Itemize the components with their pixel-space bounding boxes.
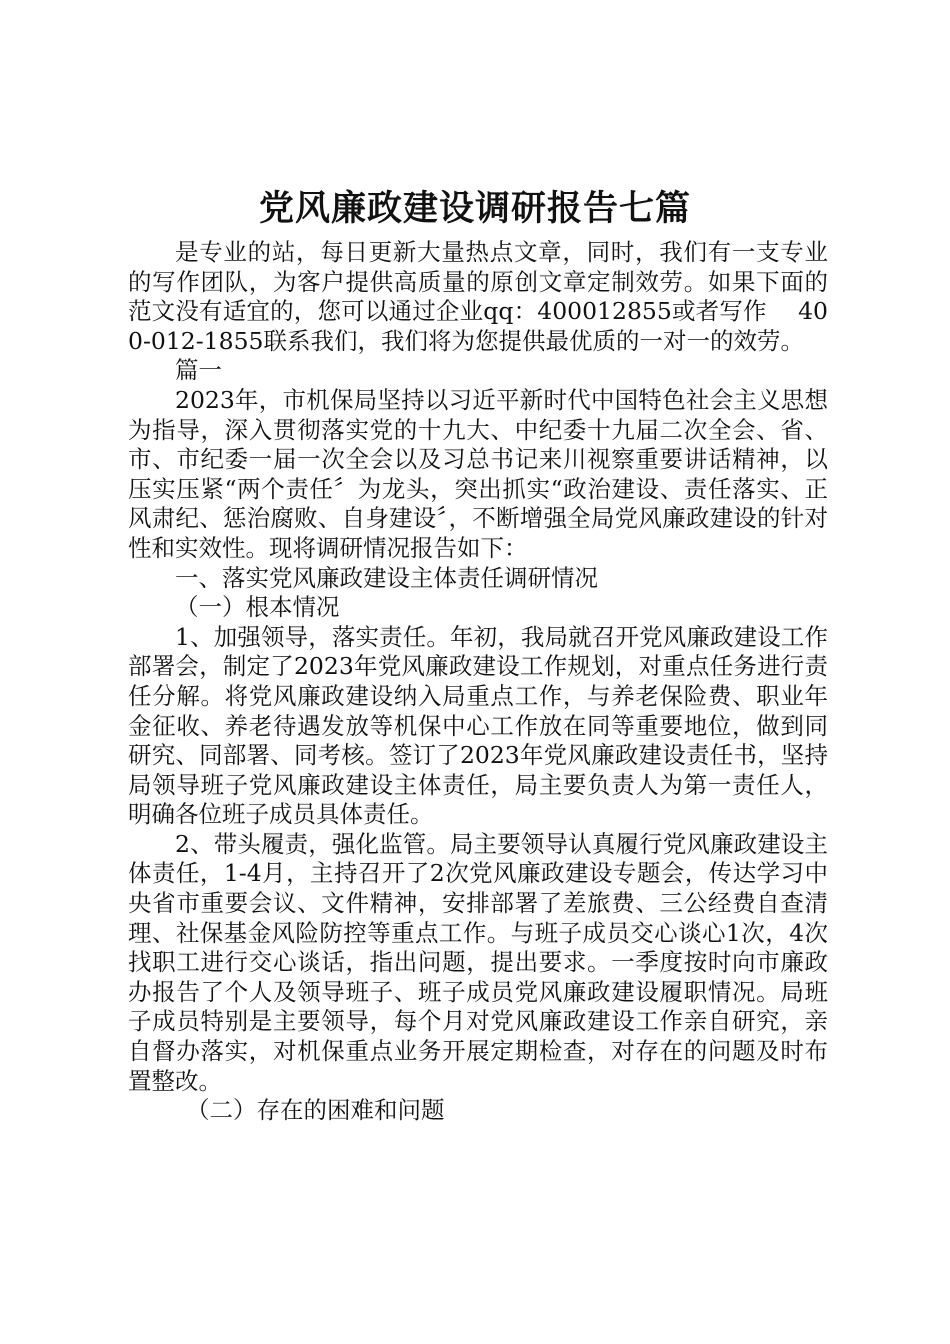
document-title: 党风廉政建设调研报告七篇 [258,188,691,229]
subsection-heading: （一）根本情况 [175,593,340,622]
section-label: 篇一 [175,356,222,385]
body-paragraph: 2、带头履责，强化监管。局主要领导认真履行党风廉政建设主体责任，1-4月，主持召开了2次党风廉政建设专题会，传达学习中央省市重要会议、文件精神，安排部署了差旅费、三公经费自查清理、社保基金风险防控等重点工作。与班子成员交心谈心1次，4次找职工进行交心谈话，指出问题，提出要求。一季度按时向市廉政办报告了个人及领导班子、班子成员党风廉政建设履职情况。局班子成员特别是主要领导，每个月对党风廉政建设工作亲自研究，亲自督办落实，对机保重点业务开展定期检查，对存在的问题及时布置整改。 [128,829,828,1095]
body-paragraph: 2023年，市机保局坚持以习近平新时代中国特色社会主义思想为指导，深入贯彻落实党的十九大、中纪委十九届二次全会、省、市、市纪委一届一次全会以及习总书记来川视察重要讲话精神，以压实压紧“两个责任〞为龙头，突出抓实“政治建设、责任落实、正风肃纪、惩治腐败、自身建设〞，不断增强全局党风廉政建设的针对性和实效性。现将调研情况报告如下： [128,385,828,562]
section-heading: 一、落实党风廉政建设主体责任调研情况 [175,563,598,592]
intro-paragraph: 是专业的站，每日更新大量热点文章，同时，我们有一支专业的写作团队，为客户提供高质量的原创文章定制效劳。如果下面的范文没有适宜的，您可以通过企业qq：400012855或者写作 400-012-1855联系我们，我们将为您提供最优质的一对一的效劳。 [128,238,828,355]
document-body [128,238,828,1126]
body-paragraph: 1、加强领导，落实责任。年初，我局就召开党风廉政建设工作部署会，制定了2023年党风廉政建设工作规划，对重点任务进行责任分解。将党风廉政建设纳入局重点工作，与养老保险费、职业年金征收、养老待遇发放等机保中心工作放在同等重要地位，做到同研究、同部署、同考核。签订了2023年党风廉政建设责任书，坚持局领导班子党风廉政建设主体责任，局主要负责人为第一责任人，明确各位班子成员具体责任。 [128,622,828,829]
subsection-heading: （二）存在的困难和问题 [186,1096,445,1125]
